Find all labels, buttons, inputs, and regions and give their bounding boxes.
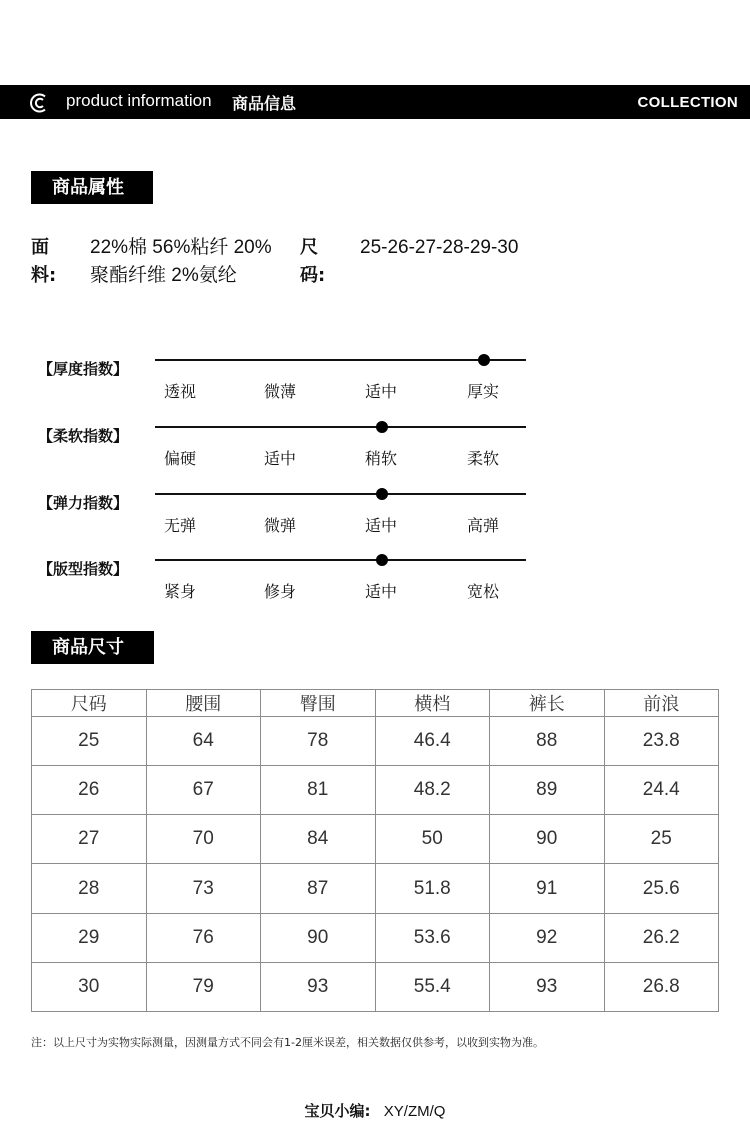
table-row xyxy=(32,766,719,815)
table-cell: 93 xyxy=(261,962,376,1011)
index-option: 适中 xyxy=(365,582,398,601)
table-row xyxy=(32,717,719,766)
index-option: 高弹 xyxy=(467,516,500,535)
table-cell: 91 xyxy=(490,864,605,913)
size-range-value: 25-26-27-28-29-30 xyxy=(360,237,519,258)
editor-label: 宝贝小编: xyxy=(304,1102,371,1120)
index-option: 微弹 xyxy=(264,516,297,535)
table-cell: 29 xyxy=(32,913,147,962)
index-option: 宽松 xyxy=(467,582,500,601)
fabric-label: 面料: xyxy=(31,237,57,286)
header-cn-title: 商品信息 xyxy=(232,94,297,113)
table-cell: 81 xyxy=(261,766,376,815)
size-range-label: 尺码: xyxy=(300,237,326,286)
table-cell: 30 xyxy=(32,962,147,1011)
table-cell: 64 xyxy=(146,717,261,766)
measurement-note: 注：以上尺寸为实物实际测量，因测量方式不同会有1-2厘米误差，相关数据仅供参考，以收到实物为准。 xyxy=(31,1036,544,1049)
index-marker xyxy=(376,554,388,566)
header-en-title: product information xyxy=(66,91,212,110)
index-option: 微薄 xyxy=(264,382,297,401)
index-option: 适中 xyxy=(365,516,398,535)
table-header-cell: 臀围 xyxy=(261,690,376,717)
index-scale-line xyxy=(155,493,526,495)
index-option: 适中 xyxy=(264,449,297,468)
fit-index xyxy=(38,559,538,609)
table-row xyxy=(32,864,719,913)
table-cell: 67 xyxy=(146,766,261,815)
index-scale-line xyxy=(155,359,526,361)
table-cell: 78 xyxy=(261,717,376,766)
table-cell: 92 xyxy=(490,913,605,962)
table-row xyxy=(32,962,719,1011)
index-option: 稍软 xyxy=(365,449,398,468)
table-cell: 26.8 xyxy=(604,962,719,1011)
index-option: 柔软 xyxy=(467,449,500,468)
index-marker xyxy=(376,488,388,500)
table-cell: 25.6 xyxy=(604,864,719,913)
table-cell: 90 xyxy=(261,913,376,962)
index-scale-line xyxy=(155,426,526,428)
table-cell: 27 xyxy=(32,815,147,864)
table-cell: 88 xyxy=(490,717,605,766)
index-option: 适中 xyxy=(365,382,398,401)
index-option: 偏硬 xyxy=(164,449,197,468)
index-option: 厚实 xyxy=(467,382,500,401)
index-marker xyxy=(478,354,490,366)
index-option: 透视 xyxy=(164,382,197,401)
table-cell: 79 xyxy=(146,962,261,1011)
table-cell: 48.2 xyxy=(375,766,490,815)
table-cell: 28 xyxy=(32,864,147,913)
index-option: 紧身 xyxy=(164,582,197,601)
table-row xyxy=(32,815,719,864)
index-scale-line xyxy=(155,559,526,561)
table-cell: 23.8 xyxy=(604,717,719,766)
size-table xyxy=(31,689,719,1012)
table-cell: 26.2 xyxy=(604,913,719,962)
table-cell: 55.4 xyxy=(375,962,490,1011)
elasticity-index xyxy=(38,493,538,543)
index-option: 修身 xyxy=(264,582,297,601)
table-cell: 93 xyxy=(490,962,605,1011)
table-cell: 70 xyxy=(146,815,261,864)
index-name: 【版型指数】 xyxy=(38,560,129,578)
table-cell: 89 xyxy=(490,766,605,815)
editor-value: XY/ZM/Q xyxy=(383,1103,446,1120)
table-header-cell: 前浪 xyxy=(604,690,719,717)
table-cell: 50 xyxy=(375,815,490,864)
index-name: 【厚度指数】 xyxy=(38,360,129,378)
table-cell: 46.4 xyxy=(375,717,490,766)
index-name: 【柔软指数】 xyxy=(38,427,129,445)
table-header-cell: 裤长 xyxy=(490,690,605,717)
section-title-size: 商品尺寸 xyxy=(31,631,154,664)
table-cell: 73 xyxy=(146,864,261,913)
table-cell: 25 xyxy=(604,815,719,864)
table-cell: 24.4 xyxy=(604,766,719,815)
softness-index xyxy=(38,426,538,476)
table-row xyxy=(32,913,719,962)
table-header-cell: 腰围 xyxy=(146,690,261,717)
table-cell: 53.6 xyxy=(375,913,490,962)
thickness-index xyxy=(38,359,538,409)
table-cell: 25 xyxy=(32,717,147,766)
index-marker xyxy=(376,421,388,433)
index-option: 无弹 xyxy=(164,516,197,535)
header-bar xyxy=(0,85,750,119)
header-collection: COLLECTION xyxy=(637,94,738,111)
section-title-attributes: 商品属性 xyxy=(31,171,153,204)
fabric-value: 22%棉 56%粘纤 20%聚酯纤维 2%氨纶 xyxy=(90,237,272,286)
table-header-row xyxy=(32,690,719,717)
table-cell: 87 xyxy=(261,864,376,913)
table-cell: 84 xyxy=(261,815,376,864)
editor-credit xyxy=(0,1100,750,1121)
table-header-cell: 横档 xyxy=(375,690,490,717)
index-name: 【弹力指数】 xyxy=(38,494,129,512)
table-header-cell: 尺码 xyxy=(32,690,147,717)
c-logo-icon xyxy=(28,92,50,114)
table-cell: 90 xyxy=(490,815,605,864)
table-cell: 26 xyxy=(32,766,147,815)
table-cell: 76 xyxy=(146,913,261,962)
table-cell: 51.8 xyxy=(375,864,490,913)
